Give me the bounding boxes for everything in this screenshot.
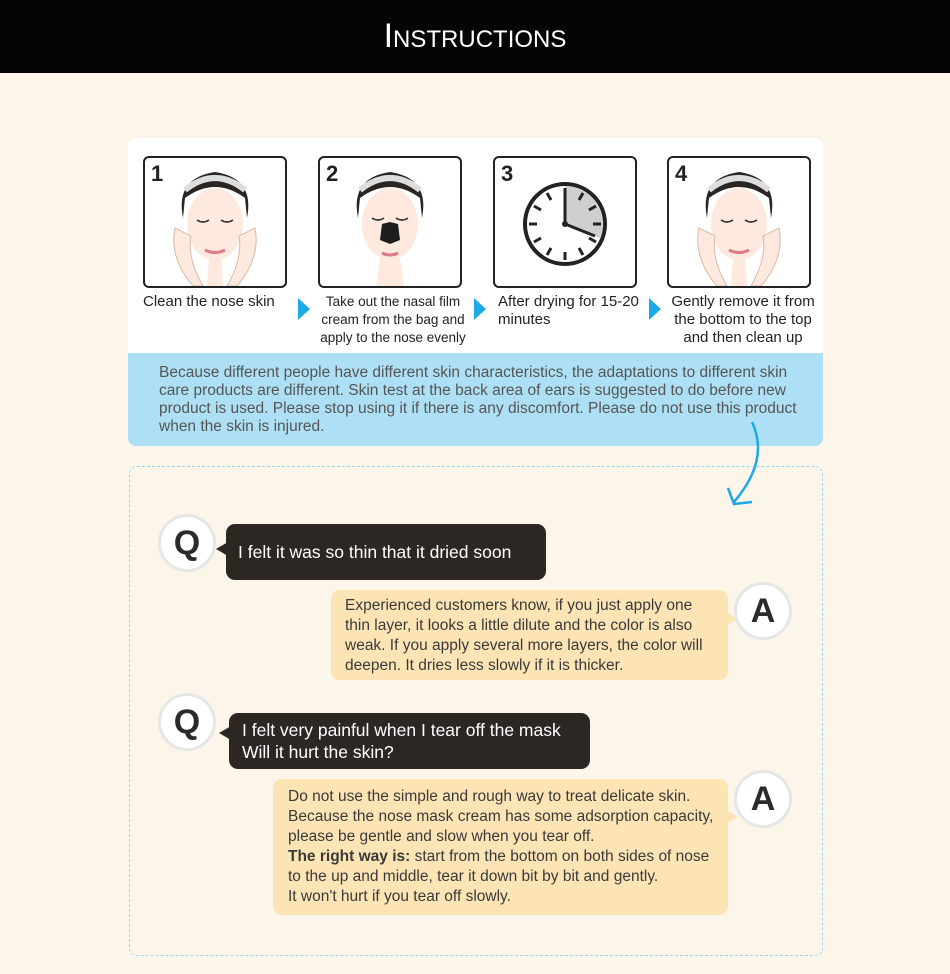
answer-intro: Do not use the simple and rough way to treat delicate skin. Because the nose mask cream has some adsorption capacity, please be gentle and slow when you tear off.: [288, 788, 714, 845]
step-3-number: 3: [501, 161, 514, 186]
step-4-label: Gently remove it from the bottom to the top and then clean up: [671, 293, 815, 346]
clock-icon: [495, 158, 635, 286]
step-4-image: [667, 156, 811, 288]
answer-text: [288, 787, 718, 907]
answer-closing: It won't hurt if you tear off slowly.: [288, 888, 511, 905]
face-hands-illustration: [669, 158, 809, 286]
question-text: I felt it was so thin that it dried soon: [238, 542, 512, 562]
question-bubble: [226, 524, 546, 580]
step-2-image: [318, 156, 462, 288]
step-1-label: Clean the nose skin: [143, 293, 275, 310]
step-arrow-icon: [474, 298, 486, 320]
page-title: Instructions: [383, 17, 567, 55]
answer-bubble: [273, 779, 728, 915]
step-arrow-icon: [649, 298, 661, 320]
answer-steps: start from the bottom on both sides of nose to the up and middle, tear it down bit by bit and gently.: [288, 848, 710, 885]
question-text-line-2: Will it hurt the skin?: [242, 742, 394, 762]
header-bar: [0, 0, 950, 73]
step-1-number: 1: [151, 161, 164, 186]
step-2-label: Take out the nasal film cream from the bag and apply to the nose evenly: [320, 294, 466, 345]
answer-badge: A: [734, 770, 792, 828]
question-text-line-1: I felt very painful when I tear off the mask: [242, 720, 561, 740]
step-3-label: After drying for 15-20 minutes: [498, 293, 639, 328]
question-badge: Q: [158, 514, 216, 572]
answer-emphasis: The right way is:: [288, 848, 411, 865]
answer-badge: A: [734, 582, 792, 640]
answer-bubble: [331, 590, 728, 680]
face-hands-illustration: [145, 158, 285, 286]
steps-card: [128, 138, 823, 353]
notice-panel: [128, 353, 823, 446]
answer-text: Experienced customers know, if you just apply one thin layer, it looks a little dilute and the color is also weak. If you apply several more layers, the color will deepen. It dries less slowly if it is thicker.: [345, 597, 703, 674]
question-bubble: [229, 713, 590, 769]
step-3-image: [493, 156, 637, 288]
step-2-number: 2: [326, 161, 339, 186]
notice-text: Because different people have different skin characteristics, the adaptations to different skin care products are different. Skin test at the back area of ears is suggested to do before new product is used. Please stop using it if there is any discomfort. Please do not use this product when the skin is injured.: [159, 364, 797, 435]
face-nose-mask-illustration: [320, 158, 460, 286]
step-4-number: 4: [675, 161, 688, 186]
step-1-image: [143, 156, 287, 288]
question-badge: Q: [158, 693, 216, 751]
